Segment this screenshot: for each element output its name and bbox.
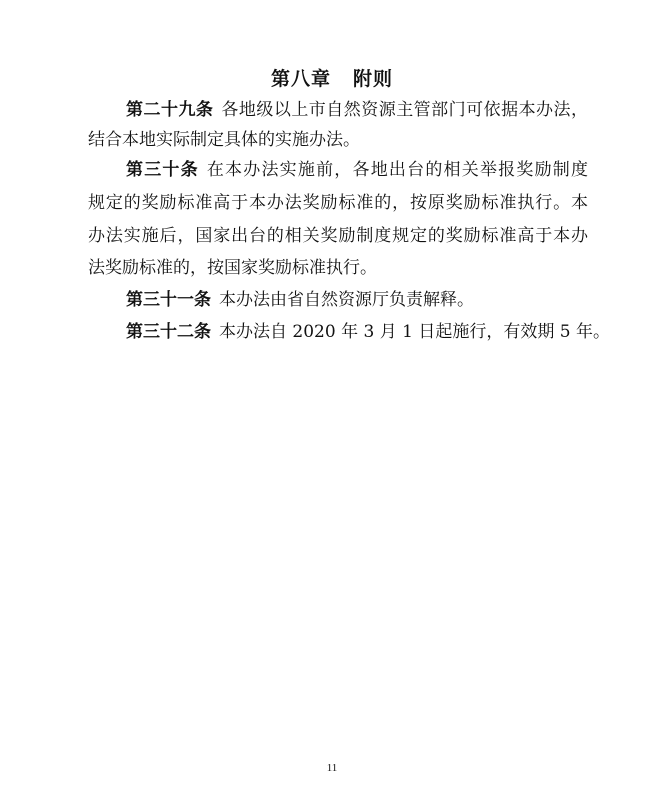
article-30-text-3: 办法实施后，国家出台的相关奖励制度规定的奖励标准高于本办	[88, 226, 588, 246]
article-32-line-1	[126, 320, 610, 344]
article-30-text-2: 规定的奖励标准高于本办法奖励标准的，按原奖励标准执行。本	[88, 193, 588, 213]
article-31-label: 第三十一条	[126, 290, 211, 310]
article-30-line-4	[88, 256, 588, 280]
article-29-line-1	[126, 98, 588, 122]
article-31-text-1: 本办法由省自然资源厅负责解释。	[219, 290, 474, 310]
article-31-line-1	[126, 288, 588, 312]
article-29-line-2	[88, 128, 588, 152]
chapter-title: 附则	[353, 68, 394, 90]
page-number: 11	[326, 762, 338, 774]
chapter-heading	[0, 64, 664, 91]
article-29-label: 第二十九条	[126, 100, 214, 120]
article-30-text-1: 在本办法实施前，各地出台的相关举报奖励制度	[206, 160, 589, 180]
article-30-text-4: 法奖励标准的，按国家奖励标准执行。	[88, 258, 377, 278]
article-30-line-1	[126, 158, 588, 182]
article-29-text-2: 结合本地实际制定具体的实施办法。	[88, 130, 360, 150]
article-29-text-1: 各地级以上市自然资源主管部门可依据本办法，	[221, 100, 589, 120]
article-30-line-2	[88, 191, 588, 215]
article-32-label: 第三十二条	[126, 322, 211, 342]
article-32-text-1: 本办法自 2020 年 3 月 1 日起施行，有效期 5 年。	[219, 322, 610, 342]
article-30-line-3	[88, 224, 588, 248]
chapter-number: 第八章	[270, 68, 331, 90]
article-30-label: 第三十条	[126, 160, 199, 180]
